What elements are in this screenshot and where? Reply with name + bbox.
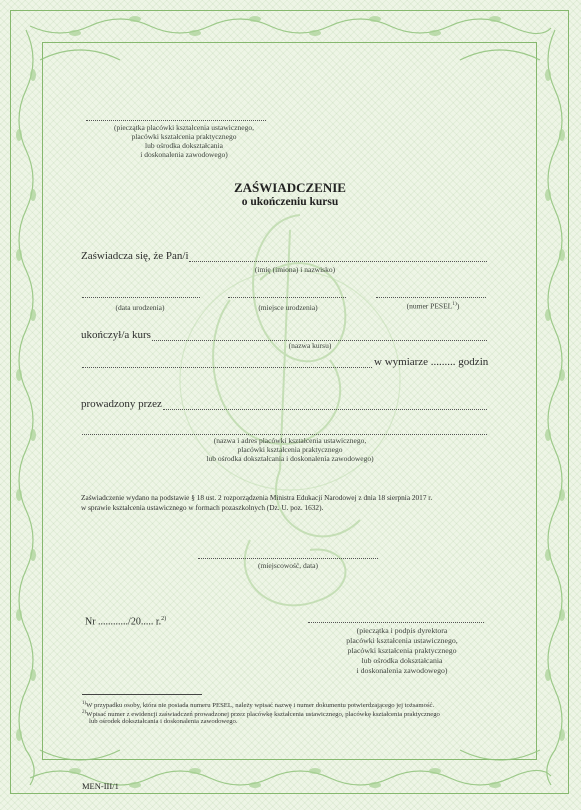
birth-place-field[interactable] (228, 297, 346, 298)
institution-caption (175, 436, 405, 463)
footnote-separator (82, 694, 202, 695)
legal-basis-line: w sprawie kształcenia ustawicznego w formach pozaszkolnych (Dz. U. poz. 1632). (81, 503, 324, 512)
director-signature-caption (322, 626, 482, 676)
name-caption: (imię (imiona) i nazwisko) (254, 265, 336, 274)
register-number-text: Nr ............/20..... r. (85, 616, 162, 628)
footnote-2-text: Wpisać numer z ewidencji zaświadczeń prowadzonej przez placówkę kształcenia ustawicznego, placówkę kształcenia praktycznego (86, 711, 440, 719)
place-date-field[interactable] (198, 558, 378, 559)
stamp-dotted-line[interactable] (86, 120, 266, 121)
course-caption: (nazwa kursu) (288, 341, 332, 350)
footnote-1-marker: 1) (82, 701, 87, 706)
pesel-caption-text: (numer PESEL (406, 301, 453, 311)
register-number (85, 616, 166, 627)
pesel-field[interactable] (376, 297, 486, 298)
footnote-2-continuation: lub ośrodek dokształcania i doskonalenia zawodowego. (89, 718, 238, 725)
document-subtitle: o ukończeniu kursu (241, 196, 339, 208)
register-number-footnote-ref: 2) (161, 616, 167, 622)
stamp-caption (84, 123, 284, 159)
pesel-caption (398, 300, 468, 311)
conducted-label: prowadzony przez (81, 398, 162, 410)
certify-label: Zaświadcza się, że Pan/i (81, 250, 189, 262)
footnote-1-text: W przypadku osoby, która nie posiada numeru PESEL, należy wpisać nazwę i numer dokumentu potwierdzającego jej tożsamość. (86, 702, 435, 710)
birth-date-field[interactable] (82, 297, 200, 298)
legal-basis-line: Zaświadczenie wydano na podstawie § 18 ust. 2 rozporządzenia Ministra Edukacji Narodowej z dnia 18 sierpnia 2017 r. (81, 493, 433, 502)
document-title: ZAŚWIADCZENIE (234, 180, 346, 195)
birth-place-caption: (miejsce urodzenia) (258, 303, 318, 312)
institution-field[interactable] (163, 409, 487, 410)
stamp-caption-line: placówki kształcenia praktycznego (131, 132, 237, 141)
director-caption-line: placówki kształcenia praktycznego (347, 646, 457, 655)
director-caption-line: lub ośrodka dokształcania (361, 656, 443, 665)
director-caption-line: placówki kształcenia ustawicznego, (346, 636, 458, 645)
stamp-caption-line: (pieczątka placówki kształcenia ustawicznego, (114, 123, 254, 132)
name-field[interactable] (189, 261, 487, 262)
pesel-footnote-ref: 1) (452, 301, 457, 307)
stamp-caption-line: lub ośrodka dokształcania (145, 141, 223, 150)
course-name-continuation-field[interactable] (82, 367, 372, 368)
form-code: MEN-III/1 (82, 781, 119, 791)
legal-basis (81, 493, 432, 513)
completed-label: ukończył/a kurs (81, 329, 151, 341)
place-date-caption: (miejscowość, data) (258, 561, 318, 570)
duration-label: w wymiarze ......... godzin (374, 356, 489, 368)
footnote-2-marker: 2) (82, 710, 87, 715)
institution-caption-line: lub ośrodka dokształcania i doskonalenia zawodowego) (206, 454, 374, 463)
pesel-caption-close: ) (456, 301, 460, 311)
director-caption-line: i doskonalenia zawodowego) (356, 666, 448, 675)
director-caption-line: (pieczątka i podpis dyrektora (356, 626, 448, 635)
birth-date-caption: (data urodzenia) (115, 303, 165, 312)
director-signature-field[interactable] (308, 622, 484, 623)
stamp-caption-line: i doskonalenia zawodowego) (140, 150, 228, 159)
institution-continuation-field[interactable] (82, 434, 487, 435)
institution-caption-line: (nazwa i adres placówki kształcenia ustawicznego, (213, 436, 367, 445)
institution-caption-line: placówki kształcenia praktycznego (237, 445, 343, 454)
